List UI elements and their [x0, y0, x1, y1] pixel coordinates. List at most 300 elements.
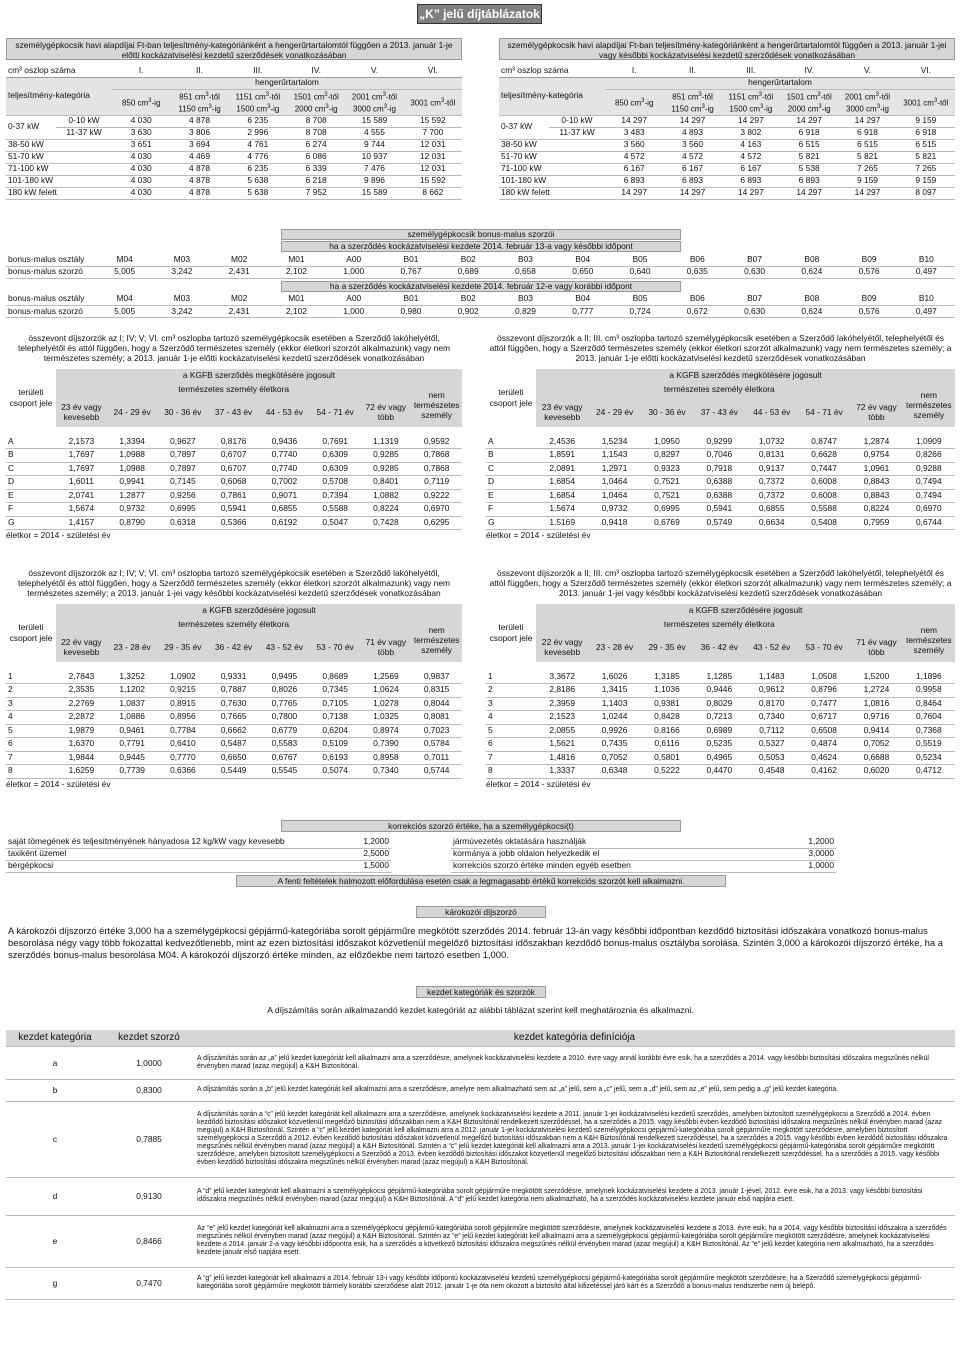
age-col-header: 36 - 42 év: [208, 632, 259, 662]
age-multiplier: 0,8297: [641, 449, 693, 463]
age-multiplier: 0,8843: [850, 489, 902, 503]
age-multiplier: 1,1403: [588, 697, 640, 711]
age-row: [486, 711, 955, 725]
kezdet-row: [6, 1046, 955, 1079]
age-multiplier: 0,9137: [746, 462, 798, 476]
age-multiplier: 2,0891: [536, 462, 588, 476]
age-multiplier: 0,9926: [588, 724, 640, 738]
kezdet-category: b: [6, 1079, 104, 1101]
age-multiplier: 0,8747: [798, 435, 850, 449]
bonus-class: M01: [268, 294, 325, 306]
age-multiplier: 0,6116: [641, 738, 693, 752]
age-multiplier: 0,7630: [208, 697, 259, 711]
group-label: területi csoport jele: [6, 369, 56, 427]
group-code: A: [486, 435, 536, 449]
premium-value: 4 469: [170, 151, 228, 163]
age-multiplier: 0,9285: [361, 449, 412, 463]
age-multiplier: 0,7494: [903, 489, 955, 503]
premium-row: [499, 187, 955, 199]
kw-category: 0-37 kW: [499, 115, 549, 139]
cc-column-header: 1501 $cm^3$-től 2000 $cm^3-ig$: [287, 89, 345, 115]
premium-value: 5 821: [838, 151, 896, 163]
age-row: [6, 462, 462, 476]
age-multiplier: 0,9461: [107, 724, 158, 738]
oszlop-label: cm³ oszlop száma: [499, 65, 605, 77]
kgfb-label: a KGFB szerződésére jogosult: [56, 604, 462, 618]
age-multiplier: 0,5583: [259, 738, 310, 752]
age-multiplier: 0,5234: [903, 751, 955, 765]
cc-column-header: 3001 $cm^3$-től: [897, 89, 955, 115]
oszlop-number: I.: [112, 65, 170, 77]
age-multiplier: 0,9446: [693, 684, 745, 698]
age-col-header: 37 - 43 év: [693, 397, 745, 427]
premium-value: 4 878: [170, 187, 228, 199]
age-multiplier: 0,4162: [798, 765, 850, 779]
age-multiplier: 0,8915: [158, 697, 209, 711]
bonus-multiplier: 1,000: [325, 266, 382, 278]
age-multiplier: 1,6259: [56, 765, 107, 779]
age-multiplier: 1,0464: [588, 476, 640, 490]
age-multiplier: 1,0886: [107, 711, 158, 725]
bonus-class: A00: [325, 294, 382, 306]
group-label: területi csoport jele: [6, 604, 56, 662]
premium-value: 2 996: [229, 127, 287, 139]
age-multiplier: 0,7372: [746, 489, 798, 503]
bonus-multiplier: 5,005: [96, 306, 153, 318]
korr-condition: taxiként üzemel: [6, 848, 306, 860]
premium-value: 6 167: [663, 163, 721, 175]
age-heading: összevont díjszorzók a II; III. cm³ oszlopba tartozó személygépkocsik esetében a Szerződő lakóhelyétől, telephelyétől és attól függően, hogy a Szerződő természetes személy (ekkor életkori szorzót alkalmazunk) vagy nem természetes személy; a 2013. január 1-je előtti kockázatviselési kezdetű szerződések vonatkozásában: [489, 333, 952, 364]
age-multiplier: 1,0278: [361, 697, 412, 711]
age-footer: életkor = 2014 - születési év: [6, 530, 111, 540]
age-multiplier: 1,0508: [798, 670, 850, 684]
karokozoi-section: [6, 906, 955, 962]
age-table-4: [486, 568, 955, 789]
age-row: [486, 751, 955, 765]
oszlop-number: V.: [345, 65, 403, 77]
age-label: természetes személy életkora: [536, 383, 903, 397]
age-multiplier: 1,5674: [56, 503, 107, 517]
premium-value: 12 031: [404, 163, 462, 175]
age-multiplier: 0,5744: [411, 765, 462, 779]
premium-value: 5 638: [229, 187, 287, 199]
age-multiplier: 0,7665: [208, 711, 259, 725]
kezdet-section: [6, 986, 955, 1300]
bonus-multiplier: 0,650: [554, 266, 611, 278]
age-multiplier: 1,1543: [588, 449, 640, 463]
bonus-class: B04: [554, 254, 611, 266]
age-multiplier: 1,1483: [746, 670, 798, 684]
premium-table-left: [6, 38, 462, 200]
korr-condition: bérgépkocsi: [6, 860, 306, 872]
bonus-multiplier: 0,576: [840, 266, 897, 278]
premium-value: 4 761: [229, 139, 287, 151]
age-multiplier: 0,6779: [259, 724, 310, 738]
kezdet-definition: A “g” jelű kezdet kategóriát kell alkalmazni a 2014. február 13-i vagy későbbi időpontú kockázatviselési kezdetű személygépkocsi gépjármű-kategóriába sorolt gépjárműre megkötött szerződésre, ha a Szerződő személygépkocsi gépjármű-kategóriába sorolt gépjárműre megkötött bármely korábbi szerződése alatt 2012. január 1-je óta nem okozott a biztosító által kifizetéssel járó kárt és a Szerződő a bonus-malus rendszerbe nem új belépő.: [194, 1267, 955, 1299]
age-multiplier: 0,9732: [588, 503, 640, 517]
age-row: [486, 697, 955, 711]
bonus-multiplier: 0,829: [497, 306, 554, 318]
age-footer: életkor = 2014 - születési év: [486, 530, 591, 540]
group-code: A: [6, 435, 56, 449]
age-col-header: 44 - 53 év: [746, 397, 798, 427]
premium-value: 14 297: [838, 115, 896, 127]
premium-row: [6, 175, 462, 187]
age-multiplier: 0,7784: [158, 724, 209, 738]
age-multiplier: 0,6970: [903, 503, 955, 517]
group-code: C: [6, 462, 56, 476]
bonus-multiplier: 0,689: [440, 266, 497, 278]
age-multiplier: 0,9285: [361, 462, 412, 476]
age-multiplier: 1,0816: [850, 697, 902, 711]
korrekcios-note: A fenti feltételek halmozott előfordulása esetén csak a legmagasabb értékű korrekciós szorzót kell alkalmazni.: [236, 875, 726, 887]
bonus-malus-section: [6, 229, 955, 318]
age-multiplier: 0,9222: [411, 489, 462, 503]
bonus-class: B06: [669, 254, 726, 266]
age-row: [486, 516, 955, 530]
korr-condition: saját tömegének és teljesítményének hányadosa 12 kg/kW vagy kevesebb: [6, 836, 306, 848]
korr-value: 1,5000: [306, 860, 391, 872]
premium-value: 6 515: [897, 139, 955, 151]
bonus-multiplier: 0,630: [726, 306, 783, 318]
premium-row: [499, 115, 955, 127]
age-row: [6, 670, 462, 684]
age-multiplier: 0,9331: [208, 670, 259, 684]
age-row: [6, 738, 462, 752]
age-multiplier: 0,5235: [693, 738, 745, 752]
age-multiplier: 0,6295: [411, 516, 462, 530]
age-row: [6, 765, 462, 779]
premium-row: [6, 187, 462, 199]
group-code: 5: [6, 724, 56, 738]
age-multiplier: 0,7340: [361, 765, 412, 779]
age-multiplier: 0,7918: [693, 462, 745, 476]
kezdet-category: a: [6, 1046, 104, 1079]
bonus-class: B02: [440, 294, 497, 306]
age-multiplier: 0,6068: [208, 476, 259, 490]
age-multiplier: 1,0988: [107, 449, 158, 463]
bonus-class: B03: [497, 294, 554, 306]
premium-value: 6 893: [663, 175, 721, 187]
age-multiplier: 0,7604: [903, 711, 955, 725]
age-multiplier: 0,8428: [641, 711, 693, 725]
bonus-class: M02: [211, 254, 268, 266]
bonus-multiplier: 2,102: [268, 306, 325, 318]
age-heading: összevont díjszorzók az I; IV; V; VI. cm³ oszlopba tartozó személygépkocsik esetében a Szerződő lakóhelyétől, telephelyétől és attól függően, hogy a Szerződő természetes személy (ekkor életkori szorzót alkalmazunk) vagy nem természetes személy; a 2013. január 1-je előtti kockázatviselési kezdetű szerződések vonatkozásában: [18, 333, 450, 364]
age-multiplier: 0,5545: [259, 765, 310, 779]
bonus-class: M03: [153, 254, 210, 266]
age-multiplier: 0,6388: [693, 489, 745, 503]
premium-value: 6 918: [780, 127, 838, 139]
kezdet-row: [6, 1215, 955, 1267]
premium-value: 6 235: [229, 163, 287, 175]
age-multiplier: 0,8974: [361, 724, 412, 738]
age-multiplier: 0,5109: [310, 738, 361, 752]
bonus-multiplier: 5,005: [96, 266, 153, 278]
age-row: [6, 449, 462, 463]
premium-value: 4 878: [170, 115, 228, 127]
age-row: [486, 670, 955, 684]
group-code: D: [486, 476, 536, 490]
age-multiplier: 0,8464: [903, 697, 955, 711]
age-multiplier: 1,3252: [107, 670, 158, 684]
group-code: E: [6, 489, 56, 503]
premium-value: 4 572: [722, 151, 780, 163]
age-multiplier: 0,7494: [903, 476, 955, 490]
premium-value: 4 030: [112, 175, 170, 187]
premium-value: 4 572: [663, 151, 721, 163]
premium-value: 3 560: [663, 139, 721, 151]
age-multiplier: 0,8689: [310, 670, 361, 684]
kw-category: 38-50 kW: [499, 139, 605, 151]
age-multiplier: 1,2724: [850, 684, 902, 698]
bonus-class: B10: [898, 294, 955, 306]
bonus-class: B07: [726, 254, 783, 266]
bonus-multiplier: 0,576: [840, 306, 897, 318]
premium-value: 6 515: [780, 139, 838, 151]
age-col-header: 30 - 36 év: [641, 397, 693, 427]
age-multiplier: 2,4536: [536, 435, 588, 449]
korr-value: 1,2000: [751, 836, 836, 848]
age-multiplier: 0,9495: [259, 670, 310, 684]
age-multiplier: 0,7372: [746, 476, 798, 490]
premium-value: 14 297: [722, 187, 780, 199]
oszlop-label: cm³ oszlop száma: [6, 65, 112, 77]
age-multiplier: 1,0837: [107, 697, 158, 711]
premium-value: 7 265: [897, 163, 955, 175]
kezdet-multiplier: 0,8300: [104, 1079, 194, 1101]
kezdet-definition: Az “e” jelű kezdet kategóriát kell alkalmazni arra a személygépkocsi gépjármű-kategóriába sorolt gépjárműre megkötött szerződésre, amelynek kockázatviselési kezdete a 2013. évre esik, ha a 2014. vagy későbbi biztosítási időszakra a szerződés megszűnés nélkül érvényben marad (azaz megújul) a K&H Biztosítónál. Szintén az “e” jelű kezdet kategóriát kell alkalmazni arra a személygépkocsi gépjármű-kategóriába sorolt gépjárműre megkötött szerződésre, amelynek kockázatviselési kezdete a 2014. január 2-a vagy későbbi időpontra esik, ha a szerződés a következő biztosítási időszakra megszűnés nélkül érvényben marad (azaz megújul) a K&H Biztosítónál. Az “e” jelű kezdet kategória nem alkalmazható, ha a szerződés kezdete január első napjára esett.: [194, 1215, 955, 1267]
age-multiplier: 2,2872: [56, 711, 107, 725]
age-multiplier: 0,7897: [158, 462, 209, 476]
age-multiplier: 0,5053: [746, 751, 798, 765]
hengerurtartalom-label: hengerűrtartalom: [112, 77, 462, 89]
age-col-header: 29 - 35 év: [641, 632, 693, 662]
age-multiplier: 0,8029: [693, 697, 745, 711]
age-multiplier: 1,3185: [641, 670, 693, 684]
age-multiplier: 0,5588: [310, 503, 361, 517]
cc-column-header: 2001 $cm^3$-től 3000 $cm^3-ig$: [838, 89, 896, 115]
oszlop-number: II.: [170, 65, 228, 77]
premium-value: 4 572: [605, 151, 663, 163]
age-row: [6, 516, 462, 530]
premium-right-heading: személygépkocsik havi alapdíjai Ft-ban teljesítmény-kategóriánként a hengerűrtartalomtól függően a 2013. január 1-jei vagy későbbi kockázatviselési kezdetű szerződések vonatkozásában: [499, 38, 955, 60]
premium-value: 3 694: [170, 139, 228, 151]
page-title: „K” jelű díjtáblázatok: [417, 4, 542, 24]
premium-value: 4 163: [722, 139, 780, 151]
age-multiplier: 0,7368: [903, 724, 955, 738]
oszlop-number: VI.: [404, 65, 462, 77]
age-multiplier: 0,6650: [208, 751, 259, 765]
bonus-sub1: ha a szerződés kockázatviselési kezdete 2014. február 13-a vagy későbbi időpont: [281, 241, 681, 252]
premium-value: 3 806: [170, 127, 228, 139]
premium-value: 6 339: [287, 163, 345, 175]
age-footer: életkor = 2014 - születési év: [6, 778, 111, 789]
kgfb-label: a KGFB szerződés megkötésére jogosult: [536, 369, 955, 383]
premium-value: 14 297: [663, 187, 721, 199]
bonus-class: B10: [898, 254, 955, 266]
age-multiplier: 1,7697: [56, 462, 107, 476]
premium-value: 4 878: [170, 175, 228, 187]
oszlop-number: IV.: [287, 65, 345, 77]
age-multiplier: 0,6388: [693, 476, 745, 490]
age-row: [486, 476, 955, 490]
age-label: természetes személy életkora: [56, 383, 411, 397]
age-multiplier: 0,9256: [158, 489, 209, 503]
age-multiplier: 1,5169: [536, 516, 588, 530]
oszlop-number: II.: [663, 65, 721, 77]
age-multiplier: 1,0902: [158, 670, 209, 684]
age-col-header: 29 - 35 év: [158, 632, 209, 662]
age-col-header: 44 - 53 év: [259, 397, 310, 427]
age-col-header: 24 - 29 év: [107, 397, 158, 427]
age-multiplier: 1,2874: [850, 435, 902, 449]
bonus-class: B01: [382, 294, 439, 306]
age-multiplier: 2,8186: [536, 684, 588, 698]
age-multiplier: 0,5222: [641, 765, 693, 779]
age-multiplier: 1,0325: [361, 711, 412, 725]
age-multiplier: 0,9592: [411, 435, 462, 449]
kezdet-category: g: [6, 1267, 104, 1299]
premium-value: 14 297: [605, 187, 663, 199]
bonus-class: B03: [497, 254, 554, 266]
age-heading: összevont díjszorzók a II; III. cm³ oszlopba tartozó személygépkocsik esetében a Szerződő lakóhelyétől, telephelyétől és attól függően, hogy a Szerződő természetes személy (ekkor életkori szorzót alkalmazunk) vagy nem természetes személy; a 2013. január 1-jei vagy későbbi kockázatviselési kezdetű szerződések vonatkozásában: [489, 568, 952, 599]
age-multiplier: 0,6366: [158, 765, 209, 779]
bonus-class: B09: [840, 254, 897, 266]
kw-category: 101-180 kW: [6, 175, 112, 187]
group-code: B: [486, 449, 536, 463]
bonus-class-label: bonus-malus osztály: [6, 254, 96, 266]
age-multiplier: 0,5449: [208, 765, 259, 779]
age-row: [486, 462, 955, 476]
kezdet-row: [6, 1177, 955, 1215]
group-code: 5: [486, 724, 536, 738]
kw-category: 51-70 kW: [6, 151, 112, 163]
age-multiplier: 0,5074: [310, 765, 361, 779]
korrekcios-row: [6, 848, 955, 860]
kezdet-title: kezdet kategóriák és szorzók: [416, 986, 546, 998]
age-label: természetes személy életkora: [56, 618, 411, 632]
age-multiplier: 0,6309: [310, 462, 361, 476]
hengerurtartalom-label: hengerűrtartalom: [605, 77, 955, 89]
age-multiplier: 0,7052: [588, 751, 640, 765]
age-label: természetes személy életkora: [536, 618, 903, 632]
kezdet-definition: A “d” jelű kezdet kategóriát kell alkalmazni a személygépkocsi gépjármű-kategóriába sorolt gépjárműre megkötött szerződésre, amelynek kockázatviselési kezdete a 2013. január 1-jével, 2012. évre esik, ha a 2013. vagy későbbi biztosítási időszakra megszűnés nélkül érvényben marad (azaz megújul) a K&H Biztosítónál. A “d” jelű kezdet kategória nem alkalmazható, ha a szerződés kockázatviselési kezdete január első napjára esett.: [194, 1177, 955, 1215]
age-multiplier: 0,8843: [850, 476, 902, 490]
age-col-header: 72 év vagy több: [850, 397, 902, 427]
age-footer: életkor = 2014 - születési év: [486, 778, 591, 789]
age-col-header: 37 - 43 év: [208, 397, 259, 427]
age-multiplier: 0,6970: [411, 503, 462, 517]
age-multiplier: 1,5234: [588, 435, 640, 449]
age-multiplier: 0,8044: [411, 697, 462, 711]
age-multiplier: 2,0741: [56, 489, 107, 503]
age-col-header: nem természetes személy: [411, 618, 462, 662]
premium-value: 15 592: [404, 175, 462, 187]
age-multiplier: 0,7145: [158, 476, 209, 490]
cc-column-header: 851 $cm^3$-től 1150 $cm^3-ig$: [170, 89, 228, 115]
age-multiplier: 1,0244: [588, 711, 640, 725]
bonus-class: B02: [440, 254, 497, 266]
age-multiplier: 0,8958: [361, 751, 412, 765]
bonus-multiplier: 3,242: [153, 306, 210, 318]
age-multiplier: 3,3672: [536, 670, 588, 684]
group-code: G: [486, 516, 536, 530]
age-multiplier: 0,5519: [903, 738, 955, 752]
age-row: [6, 697, 462, 711]
korr-condition: jármúvezetés oktatására használják: [451, 836, 751, 848]
age-col-header: 23 - 28 év: [588, 632, 640, 662]
age-multiplier: 0,6193: [310, 751, 361, 765]
bonus-multiplier: 2,431: [211, 266, 268, 278]
age-multiplier: 0,5784: [411, 738, 462, 752]
age-multiplier: 1,5621: [536, 738, 588, 752]
age-multiplier: 1,1285: [693, 670, 745, 684]
premium-value: 14 297: [780, 115, 838, 127]
age-multiplier: 0,9414: [850, 724, 902, 738]
premium-value: 4 030: [112, 187, 170, 199]
age-multiplier: 1,5200: [850, 670, 902, 684]
kezdet-category: d: [6, 1177, 104, 1215]
age-multiplier: 0,8224: [361, 503, 412, 517]
age-multiplier: 0,8266: [903, 449, 955, 463]
bonus-multiplier: 0,497: [898, 306, 955, 318]
kezdet-intro: A díjszámítás során alkalmazandó kezdet kategóriát az alábbi táblázat szerint kell meghatároznia és alkalmazni.: [267, 1005, 694, 1015]
korr-value: 1,2000: [306, 836, 391, 848]
premium-value: 3 483: [605, 127, 663, 139]
age-multiplier: 0,6662: [208, 724, 259, 738]
age-col-header: 71 év vagy több: [361, 632, 412, 662]
premium-value: 14 297: [838, 187, 896, 199]
age-multiplier: 0,7011: [411, 751, 462, 765]
group-code: 6: [486, 738, 536, 752]
korr-value: 1,0000: [751, 860, 836, 872]
age-col-header: 23 év vagy kevesebb: [536, 397, 588, 427]
premium-value: 6 218: [287, 175, 345, 187]
premium-value: 6 274: [287, 139, 345, 151]
kw-category: 0-37 kW: [6, 115, 56, 139]
age-multiplier: 0,8796: [798, 684, 850, 698]
age-multiplier: 0,7868: [411, 462, 462, 476]
premium-value: 3 651: [112, 139, 170, 151]
age-multiplier: 0,5366: [208, 516, 259, 530]
oszlop-number: IV.: [780, 65, 838, 77]
kezdet-multiplier: 0,7470: [104, 1267, 194, 1299]
kezdet-row: [6, 1079, 955, 1101]
cc-column-header: 1501 $cm^3$-től 2000 $cm^3-ig$: [780, 89, 838, 115]
premium-value: 5 821: [780, 151, 838, 163]
age-multiplier: 0,9436: [259, 435, 310, 449]
bonus-multiplier: 0,658: [497, 266, 554, 278]
bonus-multiplier: 0,640: [611, 266, 668, 278]
age-multiplier: 0,7447: [798, 462, 850, 476]
age-multiplier: 2,1523: [536, 711, 588, 725]
age-multiplier: 1,6026: [588, 670, 640, 684]
premium-value: 4 878: [170, 163, 228, 175]
age-multiplier: 0,4965: [693, 751, 745, 765]
kezdet-multiplier: 0,7885: [104, 1101, 194, 1177]
premium-value: 6 893: [605, 175, 663, 187]
age-multiplier: 1,0950: [641, 435, 693, 449]
age-multiplier: 0,8026: [259, 684, 310, 698]
age-multiplier: 0,8170: [746, 697, 798, 711]
age-multiplier: 0,7052: [850, 738, 902, 752]
bonus-malus-title: személygépkocsik bonus-malus szorzói: [281, 229, 681, 240]
premium-value: 9 159: [838, 175, 896, 187]
age-multiplier: 0,7112: [746, 724, 798, 738]
age-multiplier: 2,3959: [536, 697, 588, 711]
group-code: 1: [6, 670, 56, 684]
